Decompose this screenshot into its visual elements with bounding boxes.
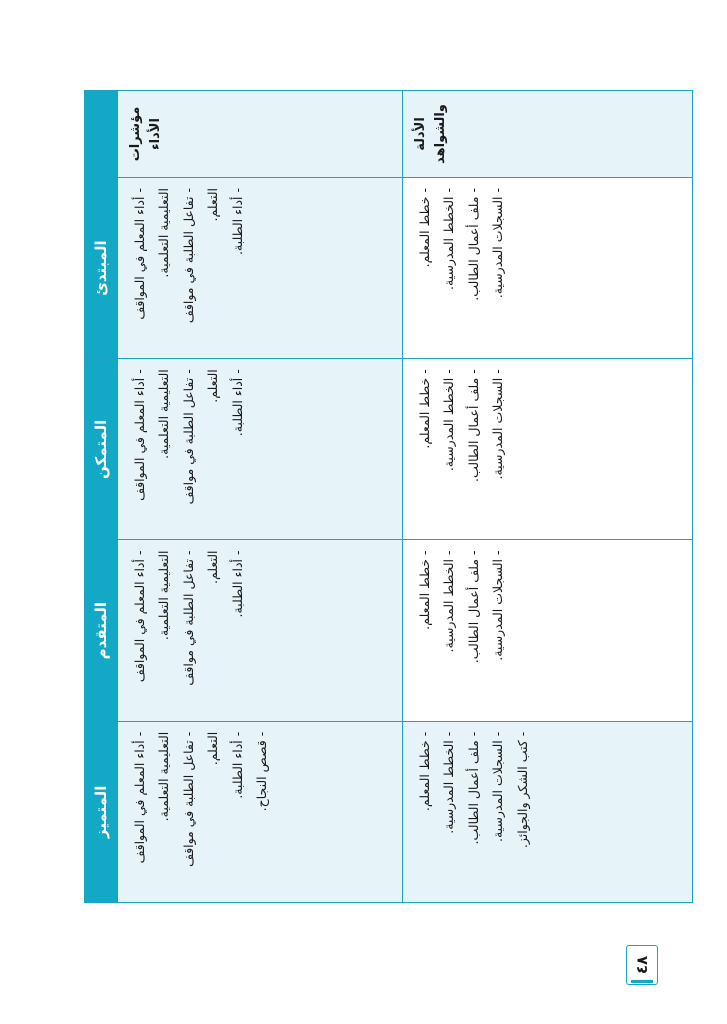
list-item: -خطط المعلم. <box>417 369 432 449</box>
table-cell <box>118 359 403 540</box>
list-item: -السجلات المدرسية. <box>490 188 506 299</box>
list-item-text: السجلات المدرسية. <box>490 559 506 661</box>
list-item: -ملف أعمال الطالب. <box>465 731 481 845</box>
table-cell <box>118 540 403 721</box>
list-item-text: أداء الطلبة. <box>229 559 245 618</box>
bullet-list <box>413 369 511 531</box>
page-number-box <box>626 945 658 985</box>
rubric-table <box>84 90 693 903</box>
list-item-text: خطط المعلم. <box>417 377 432 449</box>
list-item: -خطط المعلم. <box>417 188 432 268</box>
list-item-text: الخطط المدرسية. <box>441 377 457 472</box>
column-header-distinguished: المتميز <box>85 721 118 902</box>
list-item-text: ملف أعمال الطالب. <box>465 196 481 301</box>
list-item: -أداء المعلم في المواقف التعليمية التعلمية. <box>132 550 172 683</box>
bullet-list <box>128 551 250 713</box>
rubric-table-rotated <box>84 90 657 903</box>
list-item: -الخطط المدرسية. <box>441 550 457 653</box>
table-cell <box>403 721 693 902</box>
column-header-advanced: المتقدم <box>85 540 118 721</box>
page-number-accent <box>631 980 653 983</box>
list-item: -الخطط المدرسية. <box>441 369 457 472</box>
list-item-text: خطط المعلم. <box>417 559 432 630</box>
list-item: -السجلات المدرسية. <box>490 369 506 480</box>
list-item: -أداء المعلم في المواقف التعليمية التعلمية. <box>132 188 172 320</box>
list-item: -ملف أعمال الطالب. <box>465 188 481 301</box>
row-label-line: مؤشرات <box>128 106 143 162</box>
header-row <box>85 91 118 903</box>
list-item: -أداء المعلم في المواقف التعليمية التعلمية. <box>132 731 172 864</box>
bullet-list <box>413 551 511 713</box>
table-row-evidence <box>403 91 693 903</box>
list-item: -تفاعل الطلبة في مواقف التعلم. <box>180 731 221 867</box>
list-item-text: السجلات المدرسية. <box>490 196 506 299</box>
table-cell <box>403 178 693 359</box>
list-item-text: الخطط المدرسية. <box>441 196 457 290</box>
page-number: ٤٨ <box>633 955 651 975</box>
list-item: -الخطط المدرسية. <box>441 188 457 290</box>
bullet-list <box>128 369 250 531</box>
list-item: -خطط المعلم. <box>417 731 432 812</box>
list-item-text: تفاعل الطلبة في مواقف التعلم. <box>180 188 221 324</box>
row-label-evidence <box>403 91 693 178</box>
row-label-line: الأداء <box>147 118 163 150</box>
list-item-text: أداء الطلبة. <box>229 740 245 799</box>
list-item-text: قصص النجاح. <box>253 740 269 812</box>
table-cell <box>118 178 403 359</box>
list-item-text: تفاعل الطلبة في مواقف التعلم. <box>180 550 221 686</box>
list-item: -الخطط المدرسية. <box>441 731 457 834</box>
bullet-list <box>413 732 535 894</box>
list-item: -أداء الطلبة. <box>229 550 245 618</box>
list-item-text: الخطط المدرسية. <box>441 559 457 653</box>
list-item-text: أداء المعلم في المواقف التعليمية التعلمية. <box>132 188 172 320</box>
list-item: -تفاعل الطلبة في مواقف التعلم. <box>180 550 221 686</box>
row-label-line: الأدلة <box>413 117 428 151</box>
table-row-performance-indicators <box>118 91 403 903</box>
list-item-text: أداء المعلم في المواقف التعليمية التعلمية. <box>132 369 172 501</box>
list-item-text: أداء المعلم في المواقف التعليمية التعلمية. <box>132 550 172 683</box>
bullet-list <box>128 188 250 350</box>
list-item-text: ملف أعمال الطالب. <box>465 740 481 845</box>
row-label-line: والشواهد <box>432 104 448 164</box>
list-item: -أداء الطلبة. <box>229 369 245 437</box>
column-header-proficient: المتمكن <box>85 359 118 540</box>
list-item: -قصص النجاح. <box>253 731 269 812</box>
list-item-text: خطط المعلم. <box>417 196 432 268</box>
list-item-text: كتب الشكر والجوائز. <box>514 740 530 849</box>
list-item-text: الخطط المدرسية. <box>441 740 457 834</box>
list-item: -كتب الشكر والجوائز. <box>514 731 530 849</box>
table-cell <box>403 540 693 721</box>
list-item: -السجلات المدرسية. <box>490 550 506 661</box>
list-item: -تفاعل الطلبة في مواقف التعلم. <box>180 188 221 324</box>
list-item-text: أداء المعلم في المواقف التعليمية التعلمية. <box>132 731 172 864</box>
list-item: -أداء الطلبة. <box>229 731 245 799</box>
row-label-performance-indicators <box>118 91 403 178</box>
list-item: -تفاعل الطلبة في مواقف التعلم. <box>180 369 221 505</box>
list-item-text: أداء الطلبة. <box>229 377 245 437</box>
table-cell <box>403 359 693 540</box>
list-item-text: ملف أعمال الطالب. <box>465 559 481 664</box>
bullet-list <box>128 732 274 894</box>
list-item: -السجلات المدرسية. <box>490 731 506 842</box>
list-item: -أداء المعلم في المواقف التعليمية التعلمية. <box>132 369 172 501</box>
list-item-text: تفاعل الطلبة في مواقف التعلم. <box>180 369 221 505</box>
list-item: -ملف أعمال الطالب. <box>465 550 481 664</box>
list-item-text: ملف أعمال الطالب. <box>465 377 481 482</box>
list-item-text: السجلات المدرسية. <box>490 377 506 480</box>
list-item: -أداء الطلبة. <box>229 188 245 255</box>
table-cell <box>118 721 403 902</box>
list-item: -ملف أعمال الطالب. <box>465 369 481 482</box>
list-item-text: خطط المعلم. <box>417 740 432 812</box>
column-header-beginner: المبتدئ <box>85 178 118 359</box>
list-item-text: أداء الطلبة. <box>229 196 245 255</box>
list-item-text: تفاعل الطلبة في مواقف التعلم. <box>180 731 221 867</box>
list-item-text: السجلات المدرسية. <box>490 740 506 842</box>
list-item: -خطط المعلم. <box>417 550 432 630</box>
bullet-list <box>413 188 511 350</box>
corner-header <box>85 91 118 178</box>
